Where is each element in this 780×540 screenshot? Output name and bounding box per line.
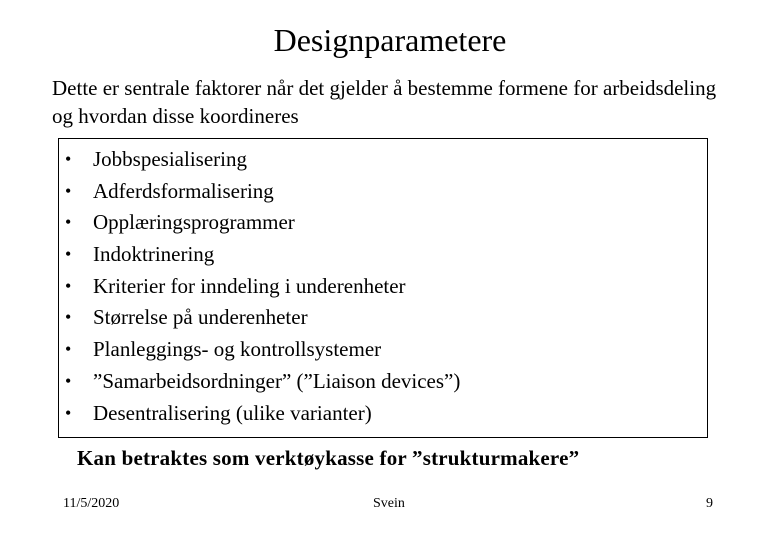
footer-author: Svein <box>373 496 405 511</box>
bullet-icon: • <box>65 307 72 328</box>
bullet-text: Kriterier for inndeling i underenheter <box>93 273 406 298</box>
bullet-icon: • <box>65 212 72 233</box>
bullet-text: Jobbspesialisering <box>93 147 247 171</box>
slide-title: Designparametere <box>273 22 507 58</box>
bullet-icon: • <box>65 275 72 296</box>
bullet-text: Desentralisering (ulike varianter) <box>93 400 372 425</box>
intro-text: Dette er sentrale faktorer når det gjelder å bestemme formene for arbeidsdeling og hvordan disse koordineres <box>52 76 717 128</box>
bullet-icon: • <box>65 339 72 360</box>
footer-page-number: 9 <box>706 496 713 511</box>
footer-date: 11/5/2020 <box>63 496 120 511</box>
bullet-text: ”Samarbeidsordninger” (”Liaison devices”) <box>93 368 461 393</box>
subtitle: Kan betraktes som verktøykasse for ”strukturmakere” <box>77 446 580 470</box>
bullet-text: Indoktrinering <box>93 242 215 267</box>
bullet-icon: • <box>65 244 72 265</box>
bullet-icon: • <box>65 149 72 169</box>
bullet-text: Planleggings- og kontrollsystemer <box>93 337 382 362</box>
bullet-text: Størrelse på underenheter <box>93 305 308 330</box>
bullet-text: Adferdsformalisering <box>93 178 274 203</box>
bullet-icon: • <box>65 402 72 423</box>
bullet-box <box>58 138 708 438</box>
bullet-icon: • <box>65 370 72 391</box>
bullet-icon: • <box>65 180 72 201</box>
bullet-text: Opplæringsprogrammer <box>93 210 295 235</box>
